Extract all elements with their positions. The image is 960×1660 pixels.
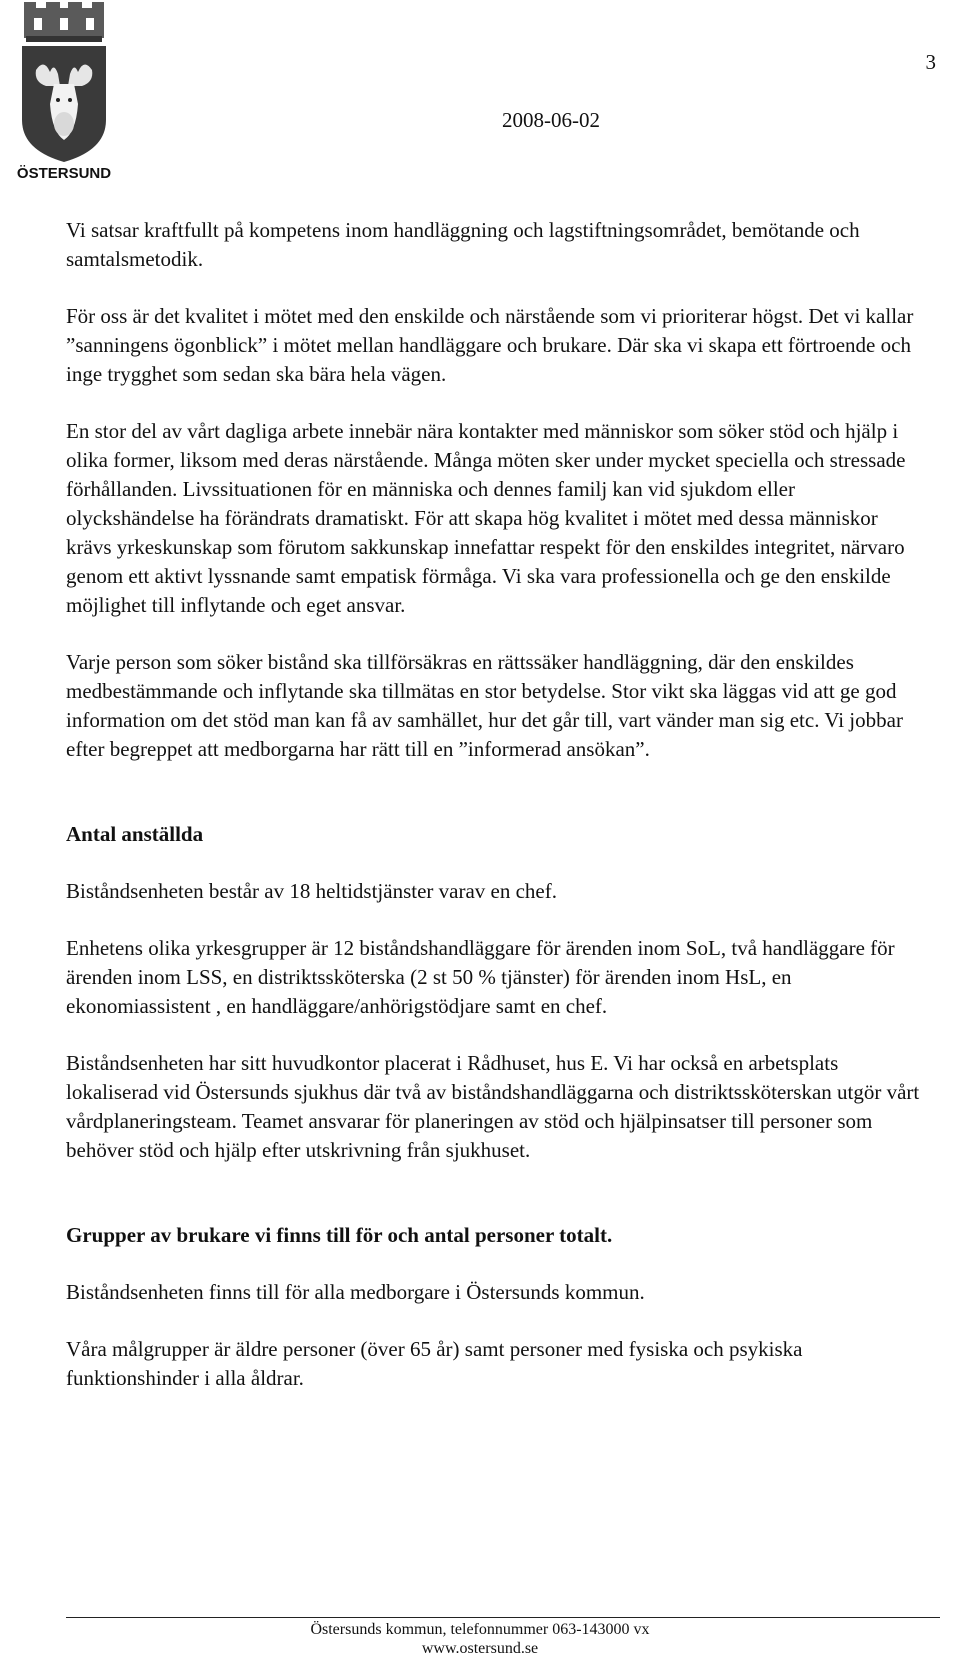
document-date: 2008-06-02 xyxy=(502,108,600,132)
page-number: 3 xyxy=(925,50,936,74)
heading-staff-count: Antal anställda xyxy=(66,822,204,846)
paragraph-office-location: Biståndsenheten har sitt huvudkontor placerat i Rådhuset, hus E. Vi har också en arbetsplats lokaliserad vid Östersunds sjukhus där två av biståndshandläggarna och distriktssköterskan utgör vårt vårdplaneringsteam. Teamet ansvarar för planeringen av stöd och hjälpinsatser till personer som behöver stöd och hjälp efter utskrivning från sjukhuset. xyxy=(66,1051,920,1162)
paragraph-daily-work: En stor del av vårt dagliga arbete innebär nära kontakter med människor som söker stöd och hjälp i olika former, liksom med deras närstående. Många möten sker under mycket speciella och stressade förhållanden. Livssituationen för en människa och dennes familj kan vid sjukdom eller olyckshändelse ha förändrats dramatiskt. För att skapa hög kvalitet i mötet med dessa människor krävs yrkeskunskap som förutom sakkunskap innefattar respekt för den enskildes integritet, närvaro genom ett aktivt lyssnande samt empatisk förmåga. Vi ska vara professionella och ge den enskilde möjlighet till inflytande och eget ansvar. xyxy=(66,419,906,617)
paragraph-professional-groups: Enhetens olika yrkesgrupper är 12 biståndshandläggare för ärenden inom SoL, två handläggare för ärenden inom LSS, en distriktssköterska (2 st 50 % tjänster) för ärenden inom HsL, en ekonomiassistent , en handläggare/anhörigstödjare samt en chef. xyxy=(66,936,895,1018)
footer-website: www.ostersund.se xyxy=(421,1640,539,1657)
document-body xyxy=(66,216,926,1421)
paragraph-competence: Vi satsar kraftfullt på kompetens inom handläggning och lagstiftningsområdet, bemötande och samtalsmetodik. xyxy=(66,218,860,271)
municipal-coat-of-arms-logo xyxy=(16,0,112,190)
paragraph-all-citizens: Biståndsenheten finns till för alla medborgare i Östersunds kommun. xyxy=(66,1280,645,1304)
logo-wordmark: ÖSTERSUND xyxy=(16,165,112,182)
page-footer xyxy=(0,1620,960,1658)
paragraph-staff-total: Biståndsenheten består av 18 heltidstjänster varav en chef. xyxy=(66,879,557,903)
paragraph-quality-meeting: För oss är det kvalitet i mötet med den enskilde och närstående som vi prioriterar högst. Det vi kallar ”sanningens ögonblick” i mötet mellan handläggare och brukare. Där ska vi skapa ett förtroende och inge trygghet som sedan ska bära hela vägen. xyxy=(66,304,914,386)
footer-contact: Östersunds kommun, telefonnummer 063-143000 vx xyxy=(310,1621,650,1638)
heading-user-groups: Grupper av brukare vi finns till för och antal personer totalt. xyxy=(66,1223,613,1247)
paragraph-target-groups: Våra målgrupper är äldre personer (över 65 år) samt personer med fysiska och psykiska funktionshinder i alla åldrar. xyxy=(66,1337,803,1390)
paragraph-legal-handling: Varje person som söker bistånd ska tillförsäkras en rättssäker handläggning, där den enskildes medbestämmande och inflytande ska tillmätas en stor betydelse. Stor vikt ska läggas vid att ge god information om det stöd man kan få av samhället, hur det går till, vart vänder man sig etc. Vi jobbar efter begreppet att medborgarna har rätt till en ”informerad ansökan”. xyxy=(66,650,903,761)
footer-divider xyxy=(66,1617,940,1618)
coat-of-arms-icon xyxy=(16,0,112,190)
